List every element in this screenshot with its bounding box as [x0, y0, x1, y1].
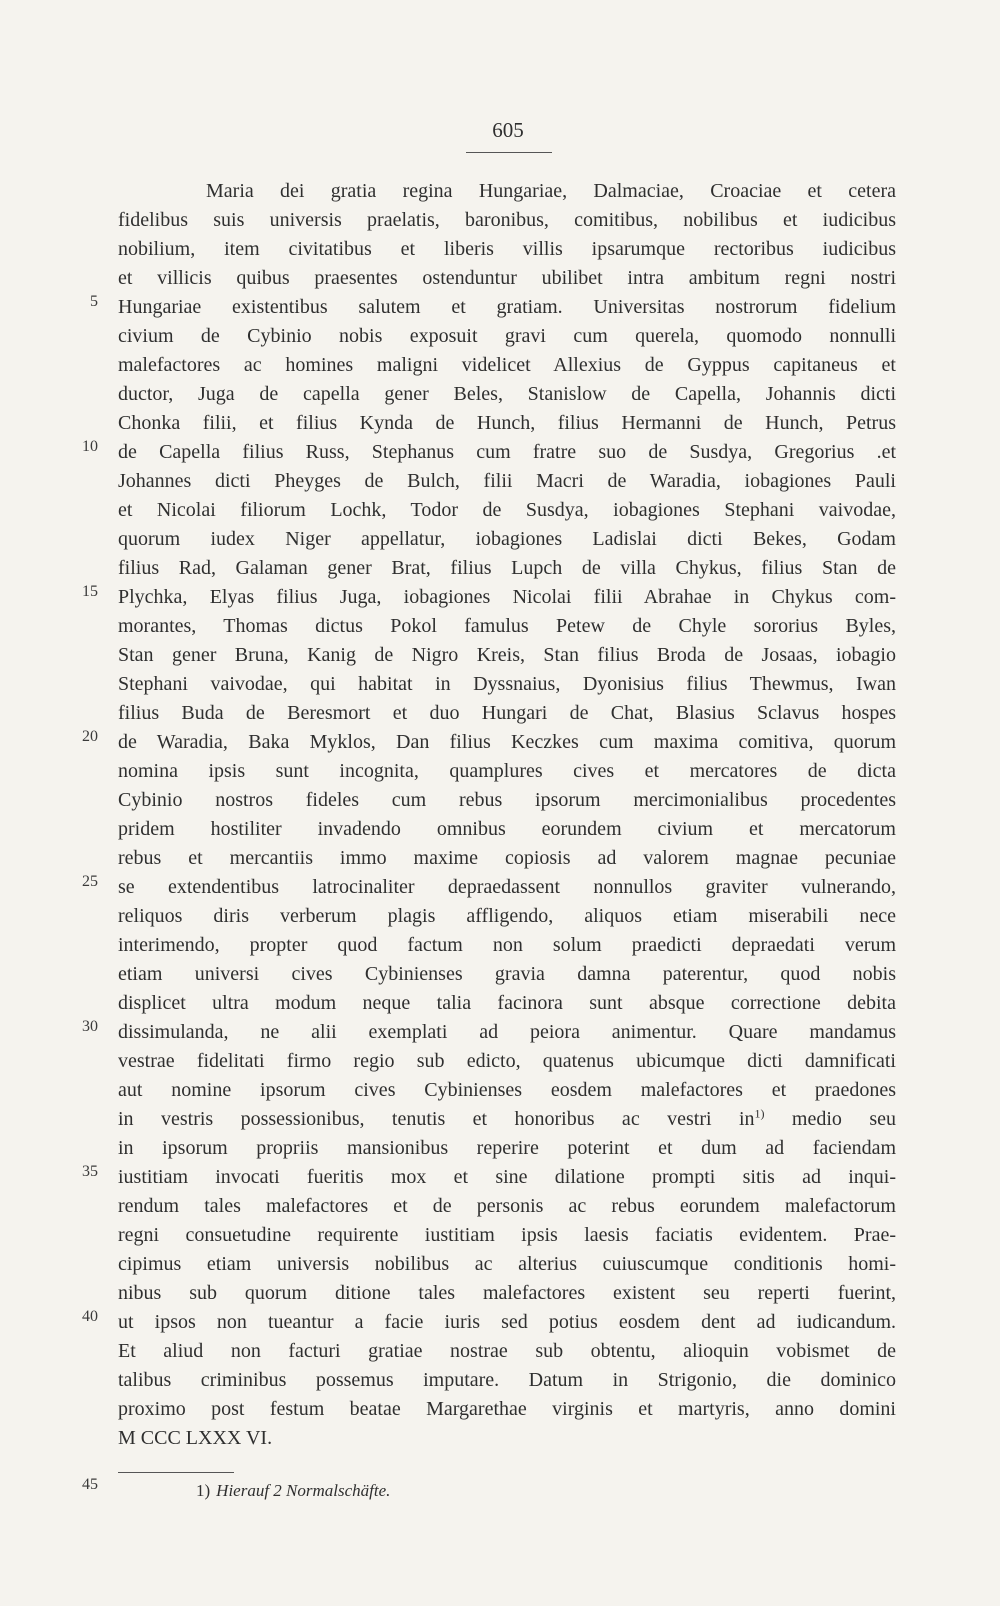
text-line: quorum iudex Niger appellatur, iobagiones Ladislai dicti Bekes, Godam	[118, 528, 896, 550]
text-line: dissimulanda, ne alii exemplati ad peiora animentur. Quare mandamus	[118, 1021, 896, 1043]
line-number-20: 20	[82, 728, 98, 745]
text-line: nomina ipsis sunt incognita, quamplures cives et mercatores de dicta	[118, 760, 896, 782]
text-line: Stan gener Bruna, Kanig de Nigro Kreis, Stan filius Broda de Josaas, iobagio	[118, 644, 896, 666]
text-line: ut ipsos non tueantur a facie iuris sed potius eosdem dent ad iudicandum.	[118, 1311, 896, 1333]
text-line: fidelibus suis universis praelatis, baronibus, comitibus, nobilibus et iudicibus	[118, 209, 896, 231]
text-line: Stephani vaivodae, qui habitat in Dyssnaius, Dyonisius filius Thewmus, Iwan	[118, 673, 896, 695]
charter-text	[118, 177, 896, 1453]
text-line-start: in vestris possessionibus, tenutis et honoribus ac vestri in	[118, 1108, 755, 1130]
footnote	[196, 1481, 390, 1501]
text-line: Chonka filii, et filius Kynda de Hunch, filius Hermanni de Hunch, Petrus	[118, 412, 896, 434]
text-line: pridem hostiliter invadendo omnibus eorundem civium et mercatorum	[118, 818, 896, 840]
text-line: reliquos diris verberum plagis affligendo, aliquos etiam miserabili nece	[118, 905, 896, 927]
page-number-rule	[466, 152, 552, 153]
text-line: proximo post festum beatae Margarethae virginis et martyris, anno domini	[118, 1398, 896, 1420]
text-line: Plychka, Elyas filius Juga, iobagiones Nicolai filii Abrahae in Chykus com-	[118, 586, 896, 608]
text-line-end: medio seu	[764, 1108, 896, 1130]
text-line: Johannes dicti Pheyges de Bulch, filii Macri de Waradia, iobagiones Pauli	[118, 470, 896, 492]
text-line: rebus et mercantiis immo maxime copiosis ad valorem magnae pecuniae	[118, 847, 896, 869]
footnote-rule	[118, 1472, 234, 1473]
text-line: morantes, Thomas dictus Pokol famulus Petew de Chyle sororius Byles,	[118, 615, 896, 637]
line-number-30: 30	[82, 1018, 98, 1035]
text-line: etiam universi cives Cybinienses gravia damna paterentur, quod nobis	[118, 963, 896, 985]
text-line: in ipsorum propriis mansionibus reperire poterint et dum ad faciendam	[118, 1137, 896, 1159]
line-number-40: 40	[82, 1308, 98, 1325]
date-line: M CCC LXXX VI.	[118, 1427, 273, 1449]
text-line: displicet ultra modum neque talia facinora sunt absque correctione debita	[118, 992, 896, 1014]
text-line: Hungariae existentibus salutem et gratiam. Universitas nostrorum fidelium	[118, 296, 896, 318]
text-line: talibus criminibus possemus imputare. Datum in Strigonio, die dominico	[118, 1369, 896, 1391]
text-line: filius Buda de Beresmort et duo Hungari de Chat, Blasius Sclavus hospes	[118, 702, 896, 724]
footnote-marker: 1)	[196, 1481, 211, 1500]
line-number-10: 10	[82, 438, 98, 455]
text-line: ductor, Juga de capella gener Beles, Stanislow de Capella, Johannis dicti	[118, 383, 896, 405]
page-number: 605	[492, 118, 524, 142]
line-number-25: 25	[82, 873, 98, 890]
text-line: aut nomine ipsorum cives Cybinienses eosdem malefactores et praedones	[118, 1079, 896, 1101]
text-line: de Capella filius Russ, Stephanus cum fratre suo de Susdya, Gregorius .et	[118, 441, 896, 463]
footnote-text: Hierauf 2 Normalschäfte.	[216, 1481, 391, 1500]
text-line: interimendo, propter quod factum non solum praedicti depraedati verum	[118, 934, 896, 956]
text-line: nibus sub quorum ditione tales malefactores existent seu reperti fuerint,	[118, 1282, 896, 1304]
text-line: se extendentibus latrocinaliter depraedassent nonnullos graviter vulnerando,	[118, 876, 896, 898]
text-line: de Waradia, Baka Myklos, Dan filius Keczkes cum maxima comitiva, quorum	[118, 731, 896, 753]
text-line: vestrae fidelitati firmo regio sub edicto, quatenus ubicumque dicti damnificati	[118, 1050, 896, 1072]
line-number-15: 15	[82, 583, 98, 600]
text-line: cipimus etiam universis nobilibus ac alterius cuiuscumque conditionis homi-	[118, 1253, 896, 1275]
line-number-5: 5	[90, 293, 98, 310]
text-line-with-footnote-ref	[118, 1105, 896, 1134]
text-line: Et aliud non facturi gratiae nostrae sub obtentu, alioquin vobismet de	[118, 1340, 896, 1362]
text-line: Cybinio nostros fideles cum rebus ipsorum mercimonialibus procedentes	[118, 789, 896, 811]
text-line: nobilium, item civitatibus et liberis villis ipsarumque rectoribus iudicibus	[118, 238, 896, 260]
text-line: iustitiam invocati fueritis mox et sine dilatione prompti sitis ad inqui-	[118, 1166, 896, 1188]
text-line: malefactores ac homines maligni videlicet Allexius de Gyppus capitaneus et	[118, 354, 896, 376]
line-number-35: 35	[82, 1163, 98, 1180]
text-line: filius Rad, Galaman gener Brat, filius Lupch de villa Chykus, filius Stan de	[118, 557, 896, 579]
line-number-45: 45	[82, 1476, 98, 1493]
text-line: regni consuetudine requirente iustitiam ipsis laesis faciatis evidentem. Prae-	[118, 1224, 896, 1246]
text-line: Maria dei gratia regina Hungariae, Dalmaciae, Croaciae et cetera	[206, 180, 896, 202]
text-line: et Nicolai filiorum Lochk, Todor de Susdya, iobagiones Stephani vaivodae,	[118, 499, 896, 521]
footnote-reference: 1)	[754, 1106, 765, 1121]
text-line: rendum tales malefactores et de personis ac rebus eorundem malefactorum	[118, 1195, 896, 1217]
text-line: et villicis quibus praesentes ostenduntur ubilibet intra ambitum regni nostri	[118, 267, 896, 289]
text-line: civium de Cybinio nobis exposuit gravi cum querela, quomodo nonnulli	[118, 325, 896, 347]
